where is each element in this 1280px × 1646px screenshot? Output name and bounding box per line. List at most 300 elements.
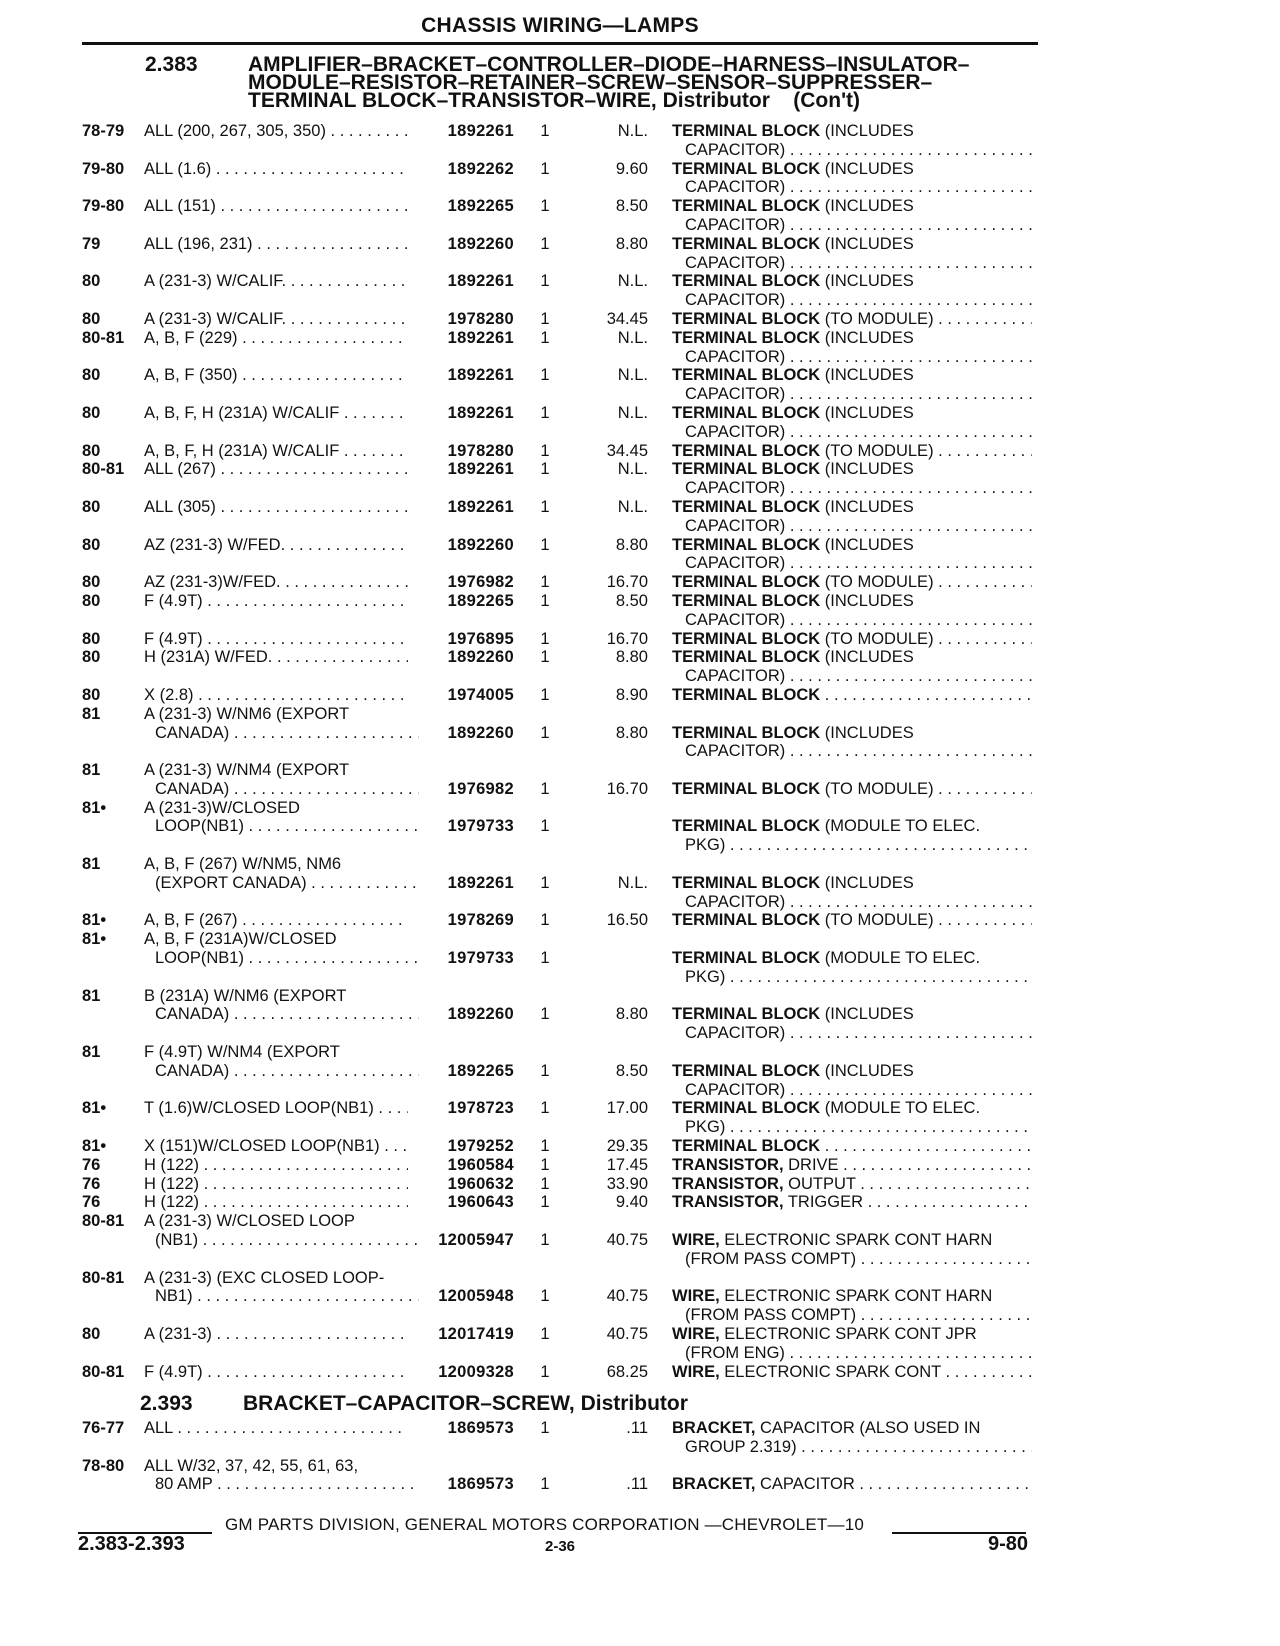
row-line [0, 705, 1280, 724]
row-line [0, 1419, 1280, 1438]
part-number: 12009328 [438, 1362, 514, 1381]
header-rule [82, 42, 1038, 45]
part-name-detail: (MODULE TO ELEC. [824, 1099, 981, 1118]
part-name [672, 404, 1032, 423]
parts-table-2-393 [0, 1419, 1280, 1494]
part-name-detail: (INCLUDES [824, 272, 914, 291]
part-name-detail: (INCLUDES [824, 460, 914, 479]
part-number: 1892265 [447, 591, 514, 610]
part-name-detail: (TO MODULE) [824, 911, 934, 930]
part-number: 1976982 [447, 573, 514, 592]
row-line [0, 178, 1280, 197]
part-name-detail: (INCLUDES [824, 1061, 914, 1080]
model-year: 80-81 [82, 1362, 125, 1381]
application-text: B (231A) W/NM6 (EXPORT [144, 986, 347, 1005]
row-line [0, 498, 1280, 517]
row-line [0, 1457, 1280, 1476]
table-row [0, 592, 1280, 630]
price: 17.00 [606, 1099, 648, 1118]
model-year: 80 [82, 366, 101, 385]
part-name [672, 1156, 1032, 1175]
section2-number: 2.393 [140, 1392, 193, 1415]
row-line [0, 592, 1280, 611]
price: 34.45 [606, 441, 648, 460]
part-name-cont: CAPACITOR) . . . [685, 479, 1032, 498]
application-text: ALL (305) . . . [144, 498, 408, 517]
quantity: 1 [540, 366, 550, 385]
part-name-bold: TERMINAL BLOCK [672, 1137, 821, 1156]
part-name-bold: TERMINAL BLOCK [672, 309, 821, 328]
footer-date: 9-80 [987, 1533, 1028, 1555]
part-number: 1892260 [447, 535, 514, 554]
part-number: 1892261 [447, 328, 514, 347]
row-line [0, 1475, 1280, 1494]
application-cont-text: 80 AMP . . . [155, 1475, 419, 1494]
price: 68.25 [606, 1362, 648, 1381]
quantity: 1 [540, 159, 550, 178]
model-year: 81 [82, 761, 101, 780]
part-name-detail: (TO MODULE) [824, 441, 934, 460]
part-number: 1892260 [447, 648, 514, 667]
part-name-bold: TERMINAL BLOCK [672, 441, 821, 460]
row-line [0, 1438, 1280, 1457]
part-number: 1892261 [447, 403, 514, 422]
model-year: 79 [82, 234, 101, 253]
part-name [672, 648, 1032, 667]
row-line [0, 742, 1280, 761]
application-text: ALL (1.6) . . . [144, 160, 408, 179]
part-name-bold: TERMINAL BLOCK [672, 234, 821, 253]
part-name-detail: (INCLUDES [824, 159, 914, 178]
table-row [0, 1363, 1280, 1382]
model-year: 81 [82, 704, 101, 723]
price: 9.40 [615, 1193, 648, 1212]
part-name-bold: WIRE, [672, 1325, 720, 1343]
application-text: A (231-3) W/CLOSED LOOP [144, 1212, 355, 1231]
part-name [672, 1231, 1032, 1250]
part-name [672, 592, 1032, 611]
part-name [672, 1325, 1032, 1344]
part-number: 1979733 [447, 817, 514, 836]
row-line [0, 968, 1280, 987]
row-line [0, 1212, 1280, 1231]
price: 16.70 [606, 573, 648, 592]
part-name-cont: CAPACITOR) . . . [685, 667, 1032, 686]
row-line [0, 1043, 1280, 1062]
part-name-detail: (INCLUDES [824, 403, 914, 422]
application-text: H (122) . . . [144, 1156, 408, 1175]
table-row [0, 761, 1280, 799]
part-name-cont: CAPACITOR) . . . [685, 178, 1032, 197]
application-cont-text: (EXPORT CANADA) . . . [155, 874, 419, 893]
price: 8.50 [615, 197, 648, 216]
part-number: 12005947 [438, 1231, 514, 1250]
price: 29.35 [606, 1137, 648, 1156]
part-name-detail: (INCLUDES [824, 648, 914, 667]
table-row [0, 536, 1280, 574]
row-line [0, 724, 1280, 743]
part-name-cont: PKG) . . . [685, 968, 1032, 987]
part-name [672, 160, 1032, 179]
part-name-cont: PKG) . . . [685, 1118, 1032, 1137]
application-text: F (4.9T) . . . [144, 1363, 408, 1382]
table-row [0, 930, 1280, 986]
part-number: 1892261 [447, 122, 514, 140]
table-row [0, 1212, 1280, 1268]
part-name [672, 949, 1032, 968]
part-name [672, 272, 1032, 291]
part-name [672, 724, 1032, 743]
part-name-bold: TERMINAL BLOCK [672, 573, 821, 592]
quantity: 1 [540, 1155, 550, 1174]
row-line [0, 874, 1280, 893]
row-line [0, 1062, 1280, 1081]
part-name-detail: ELECTRONIC SPARK CONT [724, 1362, 941, 1381]
row-line [0, 235, 1280, 254]
part-name-detail: (TO MODULE) [824, 629, 934, 648]
quantity: 1 [540, 1193, 550, 1212]
model-year: 80 [82, 648, 101, 667]
price: 8.50 [615, 1061, 648, 1080]
table-row [0, 197, 1280, 235]
part-number: 1979733 [447, 949, 514, 968]
model-year: 78-80 [82, 1456, 125, 1475]
row-line [0, 949, 1280, 968]
part-name-detail: CAPACITOR (ALSO USED IN [760, 1419, 981, 1437]
part-name-cont: CAPACITOR) . . . [685, 554, 1032, 573]
part-name [672, 1193, 1032, 1212]
section-number: 2.383 [145, 53, 198, 76]
application-cont-text: LOOP(NB1) . . . [155, 949, 419, 968]
table-row [0, 122, 1280, 160]
part-name-bold: TERMINAL BLOCK [672, 1005, 821, 1024]
model-year: 76 [82, 1155, 101, 1174]
model-year: 80 [82, 403, 101, 422]
part-name-detail: (TO MODULE) [824, 573, 934, 592]
part-name-cont: (FROM PASS COMPT) . . . [685, 1250, 1032, 1269]
row-line [0, 817, 1280, 836]
application-text: F (4.9T) . . . [144, 592, 408, 611]
table-row [0, 1175, 1280, 1194]
part-name-bold: TERMINAL BLOCK [672, 272, 821, 291]
part-name-detail: ELECTRONIC SPARK CONT JPR [724, 1325, 977, 1343]
row-line [0, 329, 1280, 348]
table-row [0, 235, 1280, 273]
price: N.L. [617, 497, 648, 516]
row-line [0, 479, 1280, 498]
part-name [672, 817, 1032, 836]
application-cont-text: CANADA) . . . [155, 1062, 419, 1081]
part-number: 1869573 [447, 1475, 514, 1494]
model-year: 80 [82, 591, 101, 610]
part-name-cont: PKG) . . . [685, 836, 1032, 855]
quantity: 1 [540, 1099, 550, 1118]
part-number: 1960643 [447, 1193, 514, 1212]
part-name-bold: TERMINAL BLOCK [672, 1099, 821, 1118]
row-line [0, 1344, 1280, 1363]
table-row [0, 1325, 1280, 1363]
part-name-cont: CAPACITOR) . . . [685, 348, 1032, 367]
part-number: 1892261 [447, 497, 514, 516]
part-name [672, 310, 1032, 329]
row-line [0, 1099, 1280, 1118]
part-name-detail: (MODULE TO ELEC. [824, 949, 981, 968]
application-text: ALL . . . [144, 1419, 408, 1438]
price: N.L. [617, 460, 648, 479]
application-text: A (231-3) W/NM6 (EXPORT [144, 704, 350, 723]
application-cont-text: (NB1) . . . [155, 1231, 419, 1250]
row-line [0, 648, 1280, 667]
model-year: 80-81 [82, 1212, 125, 1231]
quantity: 1 [540, 441, 550, 460]
part-name [672, 1175, 1032, 1194]
quantity: 1 [540, 648, 550, 667]
part-name [672, 197, 1032, 216]
quantity: 1 [540, 873, 550, 892]
price: .11 [626, 1419, 648, 1437]
part-name-bold: TERMINAL BLOCK [672, 403, 821, 422]
part-number: 1892261 [447, 873, 514, 892]
row-line [0, 761, 1280, 780]
part-name-detail: (INCLUDES [824, 591, 914, 610]
model-year: 78-79 [82, 122, 125, 140]
section-title-line1: AMPLIFIER–BRACKET–CONTROLLER–DIODE–HARNESS–INSULATOR– [248, 53, 970, 76]
model-year: 80 [82, 573, 101, 592]
part-name [672, 536, 1032, 555]
quantity: 1 [540, 949, 550, 968]
row-line [0, 855, 1280, 874]
model-year: 80 [82, 629, 101, 648]
part-name-bold: TERMINAL BLOCK [672, 629, 821, 648]
part-number: 1892265 [447, 1061, 514, 1080]
part-name-detail: (INCLUDES [824, 723, 914, 742]
part-name-bold: TERMINAL BLOCK [672, 460, 821, 479]
part-name-bold: TERMINAL BLOCK [672, 779, 821, 798]
part-name-cont: CAPACITOR) . . . [685, 893, 1032, 912]
price: 8.50 [615, 591, 648, 610]
quantity: 1 [540, 328, 550, 347]
table-row [0, 630, 1280, 649]
row-line [0, 1269, 1280, 1288]
section-title-line3 [248, 89, 861, 112]
quantity: 1 [540, 1419, 550, 1437]
part-name-bold: TERMINAL BLOCK [672, 685, 821, 704]
part-name [672, 1363, 1032, 1382]
row-line [0, 460, 1280, 479]
part-name-cont: CAPACITOR) . . . [685, 423, 1032, 442]
table-row [0, 272, 1280, 310]
model-year: 76 [82, 1193, 101, 1212]
row-line [0, 423, 1280, 442]
table-row [0, 799, 1280, 855]
part-name-detail: (TO MODULE) [824, 779, 934, 798]
footer-page-number: 2-36 [544, 1538, 576, 1555]
application-text: A (231-3) . . . [144, 1325, 408, 1344]
quantity: 1 [540, 779, 550, 798]
row-line [0, 348, 1280, 367]
parts-table-2-383 [0, 122, 1280, 1381]
part-name [672, 630, 1032, 649]
part-name [672, 498, 1032, 517]
row-line [0, 1250, 1280, 1269]
application-text: H (122) . . . [144, 1193, 408, 1212]
price: N.L. [617, 366, 648, 385]
application-text: X (2.8) . . . [144, 686, 408, 705]
part-name-detail: ELECTRONIC SPARK CONT HARN [724, 1287, 993, 1306]
part-number: 12017419 [438, 1325, 514, 1343]
part-name [672, 1005, 1032, 1024]
row-line [0, 404, 1280, 423]
part-number: 1978280 [447, 309, 514, 328]
price: 8.90 [615, 685, 648, 704]
model-year: 79-80 [82, 159, 125, 178]
part-name-bold: TERMINAL BLOCK [672, 817, 821, 836]
row-line [0, 197, 1280, 216]
price: N.L. [617, 328, 648, 347]
row-line [0, 141, 1280, 160]
quantity: 1 [540, 685, 550, 704]
model-year: 80 [82, 685, 101, 704]
part-number: 1974005 [447, 685, 514, 704]
part-name [672, 442, 1032, 461]
price: 8.80 [615, 723, 648, 742]
part-name-bold: WIRE, [672, 1287, 720, 1306]
part-name-bold: TERMINAL BLOCK [672, 497, 821, 516]
row-line [0, 216, 1280, 235]
model-year: 81• [82, 911, 107, 930]
row-line [0, 1287, 1280, 1306]
quantity: 1 [540, 573, 550, 592]
price: 34.45 [606, 309, 648, 328]
price: N.L. [617, 873, 648, 892]
part-name-cont: CAPACITOR) . . . [685, 1024, 1032, 1043]
part-number: 1978269 [447, 911, 514, 930]
application-cont-text: CANADA) . . . [155, 1005, 419, 1024]
row-line [0, 554, 1280, 573]
part-name-bold: TERMINAL BLOCK [672, 911, 821, 930]
model-year: 81• [82, 1099, 107, 1118]
part-number: 1960632 [447, 1174, 514, 1193]
row-line [0, 254, 1280, 273]
row-line [0, 1363, 1280, 1382]
part-name [672, 1475, 1032, 1494]
quantity: 1 [540, 723, 550, 742]
row-line [0, 1231, 1280, 1250]
quantity: 1 [540, 1287, 550, 1306]
part-number: 1978280 [447, 441, 514, 460]
application-text: A, B, F (229) . . . [144, 329, 408, 348]
quantity: 1 [540, 122, 550, 140]
quantity: 1 [540, 497, 550, 516]
model-year: 79-80 [82, 197, 125, 216]
application-text: A, B, F, H (231A) W/CALIF . . . [144, 442, 408, 461]
table-row [0, 460, 1280, 498]
part-name-cont: CAPACITOR) . . . [685, 385, 1032, 404]
footer-group-range: 2.383-2.393 [78, 1533, 185, 1555]
application-text: A (231-3)W/CLOSED [144, 798, 300, 817]
price: 9.60 [615, 159, 648, 178]
model-year: 81 [82, 986, 101, 1005]
quantity: 1 [540, 1005, 550, 1024]
part-name-cont: CAPACITOR) . . . [685, 517, 1032, 536]
section-continued: (Con't) [793, 89, 861, 112]
part-name [672, 874, 1032, 893]
application-text: ALL W/32, 37, 42, 55, 61, 63, [144, 1456, 359, 1475]
price: 40.75 [606, 1231, 648, 1250]
part-number: 1892261 [447, 460, 514, 479]
row-line [0, 893, 1280, 912]
part-name-bold: TRANSISTOR, [672, 1174, 784, 1193]
table-row [0, 1099, 1280, 1137]
table-row [0, 1156, 1280, 1175]
part-number: 1892261 [447, 366, 514, 385]
section-title-line2: MODULE–RESISTOR–RETAINER–SCREW–SENSOR–SUPPRESSER– [248, 71, 933, 94]
row-line [0, 930, 1280, 949]
table-row [0, 160, 1280, 198]
part-name-detail: OUTPUT [788, 1174, 856, 1193]
quantity: 1 [540, 272, 550, 291]
part-name-detail: DRIVE [788, 1155, 839, 1174]
part-name-detail: ELECTRONIC SPARK CONT HARN [724, 1231, 993, 1250]
model-year: 80 [82, 309, 101, 328]
application-cont-text: NB1) . . . [155, 1287, 419, 1306]
footer-publisher: GM PARTS DIVISION, GENERAL MOTORS CORPORATION —CHEVROLET—10 [225, 1515, 865, 1534]
row-line [0, 1137, 1280, 1156]
table-row [0, 855, 1280, 911]
model-year: 81• [82, 798, 107, 817]
quantity: 1 [540, 1231, 550, 1250]
model-year: 80 [82, 441, 101, 460]
section2-title: BRACKET–CAPACITOR–SCREW, Distributor [243, 1392, 688, 1415]
part-number: 1892262 [447, 159, 514, 178]
quantity: 1 [540, 535, 550, 554]
model-year: 80 [82, 1325, 101, 1343]
section-title-line3-text: TERMINAL BLOCK–TRANSISTOR–WIRE, Distributor [248, 89, 770, 112]
model-year: 80-81 [82, 328, 125, 347]
price: 16.50 [606, 911, 648, 930]
quantity: 1 [540, 460, 550, 479]
part-name [672, 780, 1032, 799]
row-line [0, 573, 1280, 592]
quantity: 1 [540, 1475, 550, 1494]
part-name [672, 122, 1032, 141]
application-cont-text: CANADA) . . . [155, 724, 419, 743]
part-name-cont: CAPACITOR) . . . [685, 216, 1032, 235]
part-name-bold: TERMINAL BLOCK [672, 535, 821, 554]
part-name [672, 1419, 1032, 1438]
part-name [672, 329, 1032, 348]
part-number: 1892260 [447, 723, 514, 742]
quantity: 1 [540, 403, 550, 422]
part-name-bold: BRACKET, [672, 1419, 756, 1437]
page-header: CHASSIS WIRING—LAMPS [421, 14, 699, 37]
part-name-cont: (FROM ENG) . . . [685, 1344, 1032, 1363]
quantity: 1 [540, 1061, 550, 1080]
part-number: 12005948 [438, 1287, 514, 1306]
table-row [0, 573, 1280, 592]
part-number: 1892261 [447, 272, 514, 291]
price: .11 [626, 1475, 648, 1494]
quantity: 1 [540, 197, 550, 216]
part-number: 1892260 [447, 234, 514, 253]
quantity: 1 [540, 1137, 550, 1156]
application [144, 1363, 414, 1387]
price: 8.80 [615, 234, 648, 253]
price: 40.75 [606, 1325, 648, 1343]
model-year: 76-77 [82, 1419, 125, 1437]
application-text: A (231-3) W/NM4 (EXPORT [144, 761, 350, 780]
part-name-bold: WIRE, [672, 1362, 720, 1381]
